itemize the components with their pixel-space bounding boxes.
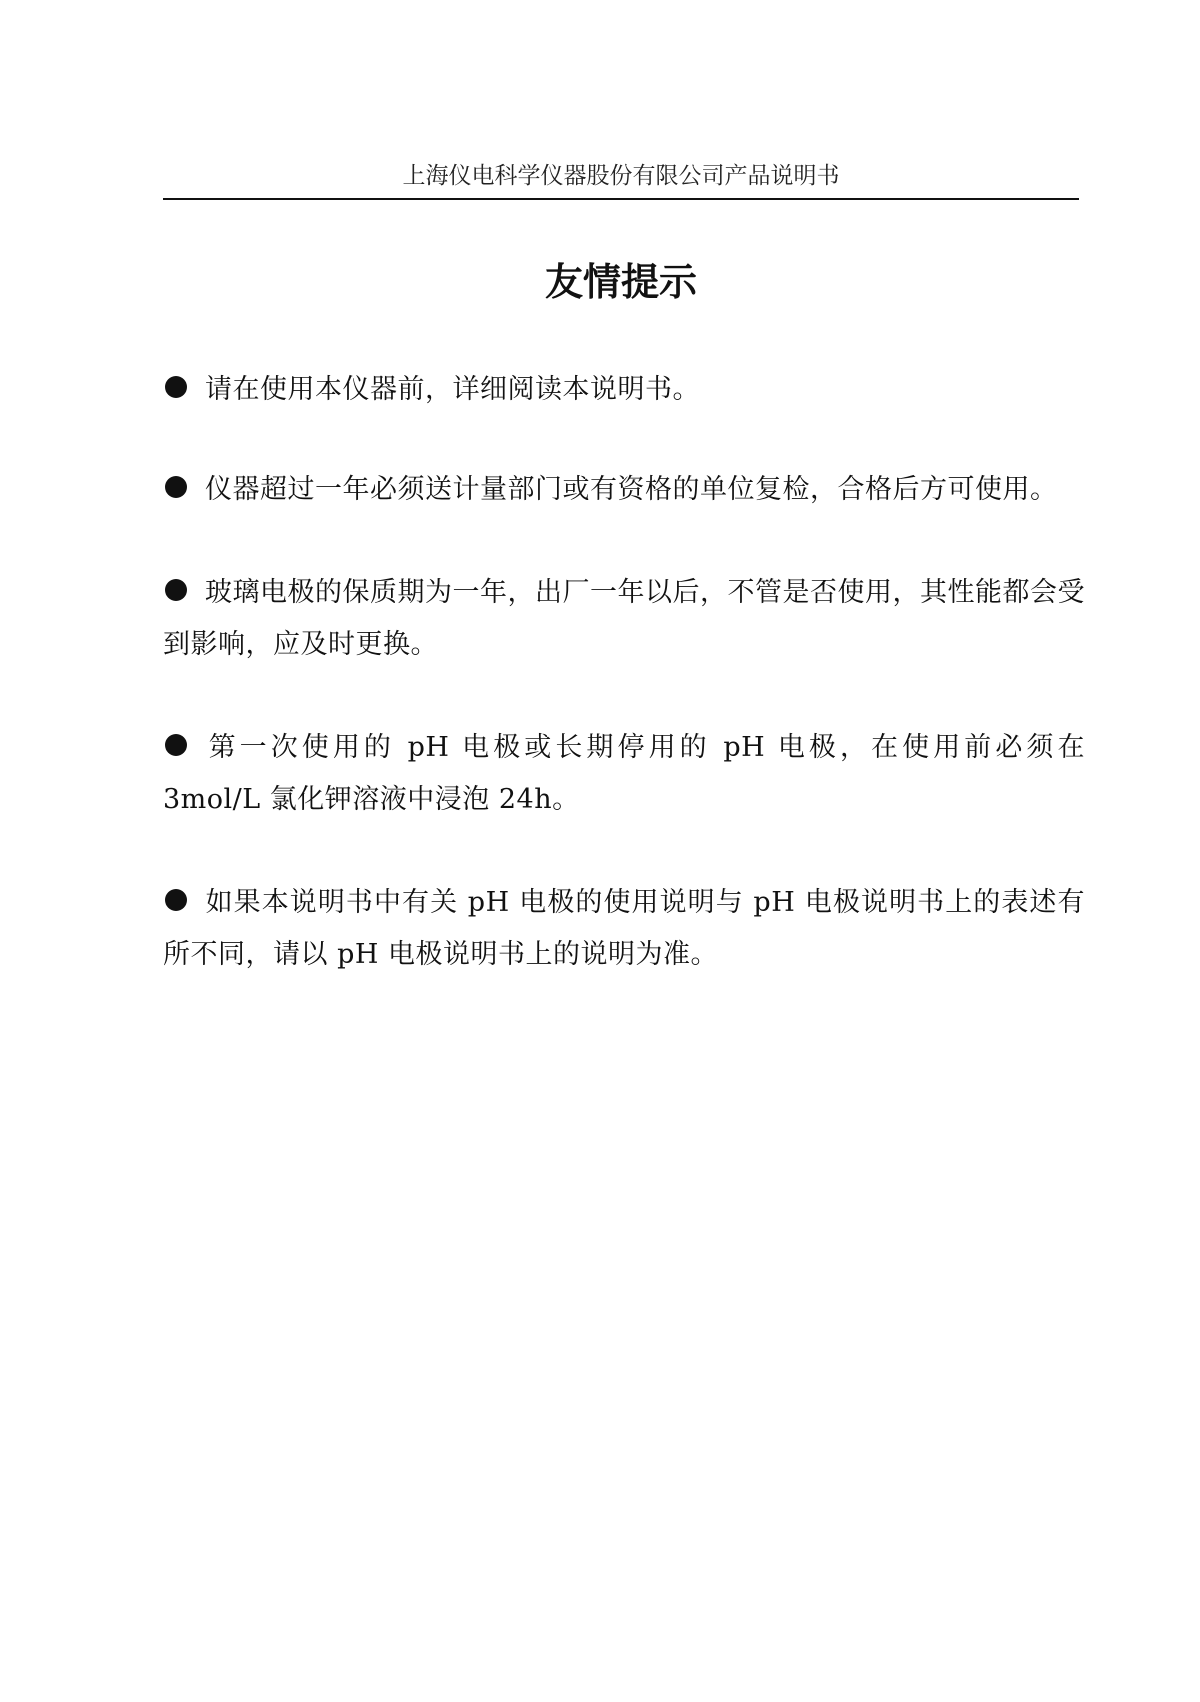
tip-item xyxy=(163,722,1085,826)
bullet-icon xyxy=(165,476,187,498)
tip-item xyxy=(163,877,1085,981)
header-rule xyxy=(163,198,1079,200)
page-title: 友情提示 xyxy=(544,260,697,304)
tips-list xyxy=(163,364,1085,1032)
tip-text: 请在使用本仪器前，详细阅读本说明书。 xyxy=(205,374,700,405)
tip-text: 仪器超过一年必须送计量部门或有资格的单位复检，合格后方可使用。 xyxy=(205,474,1058,505)
tip-item xyxy=(163,567,1085,671)
bullet-icon xyxy=(165,889,187,911)
tip-item xyxy=(163,364,1085,416)
running-header: 上海仪电科学仪器股份有限公司产品说明书 xyxy=(402,163,840,189)
bullet-icon xyxy=(165,734,187,756)
tip-text: 第一次使用的 pH 电极或长期停用的 pH 电极，在使用前必须在 3mol/L 氯化钾溶液中浸泡 24h。 xyxy=(163,732,1085,815)
tip-text: 如果本说明书中有关 pH 电极的使用说明与 pH 电极说明书上的表述有所不同，请以 pH 电极说明书上的说明为准。 xyxy=(163,887,1085,970)
bullet-icon xyxy=(165,376,187,398)
tip-item xyxy=(163,464,1085,516)
bullet-icon xyxy=(165,579,187,601)
tip-text: 玻璃电极的保质期为一年，出厂一年以后，不管是否使用，其性能都会受到影响，应及时更换。 xyxy=(163,577,1085,660)
